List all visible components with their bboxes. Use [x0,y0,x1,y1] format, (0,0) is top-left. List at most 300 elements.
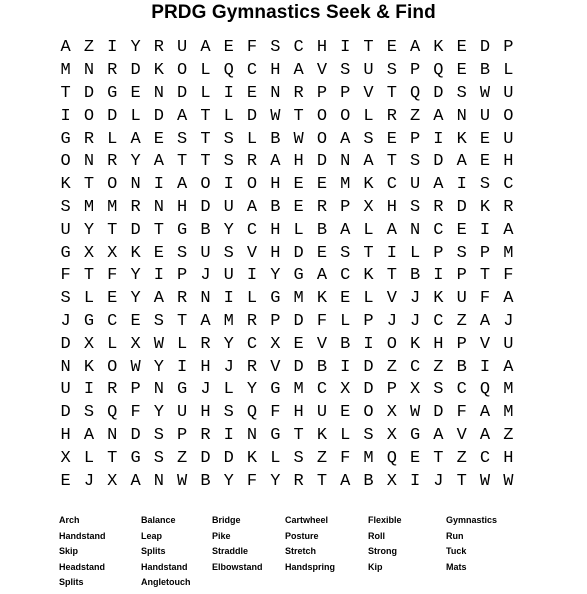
grid-letter: W [177,471,188,491]
grid-letter: I [363,334,374,354]
grid-letter: R [386,106,397,126]
grid-letter: S [270,38,281,58]
grid-letter: N [153,83,164,103]
grid-letter: D [130,425,141,445]
grid-letter: R [107,61,118,81]
grid-letter: M [83,197,95,217]
grid-letter: T [363,243,374,263]
grid-letter: F [316,311,328,331]
grid-letter: R [107,152,118,172]
grid-letter: C [246,220,258,240]
grid-letter: G [107,83,118,103]
grid-letter: W [153,334,164,354]
grid-letter: R [503,197,514,217]
grid-letter: X [386,471,397,491]
grid-letter: U [60,220,71,240]
grid-letter: O [83,106,95,126]
grid-letter: Z [316,448,328,468]
grid-letter: Y [246,380,258,400]
grid-letter: O [107,175,118,195]
grid-letter: A [386,220,397,240]
grid-letter: X [83,334,95,354]
grid-letter: S [456,83,467,103]
grid-letter: B [363,471,374,491]
grid-letter: R [246,311,258,331]
grid-letter: S [153,448,164,468]
grid-letter: I [479,357,491,377]
word-list-item: Gymnastics [446,515,498,525]
grid-letter: T [107,448,118,468]
grid-letter: P [456,266,467,286]
grid-letter: H [270,243,281,263]
grid-letter: R [177,289,188,309]
grid-letter: I [153,175,164,195]
grid-letter: G [83,311,95,331]
grid-letter: I [223,83,234,103]
grid-letter: S [340,243,351,263]
grid-letter: W [130,357,141,377]
grid-letter: F [107,266,118,286]
grid-letter: F [246,38,258,58]
grid-letter: E [316,175,328,195]
grid-letter: B [200,220,211,240]
grid-letter: E [107,289,118,309]
grid-letter: T [386,83,397,103]
grid-letter: N [153,197,164,217]
grid-letter: D [60,334,71,354]
grid-letter: S [223,403,234,423]
word-list-item: Flexible [368,515,402,525]
grid-letter: D [223,448,234,468]
grid-letter: J [386,311,397,331]
word-list-item: Arch [59,515,80,525]
grid-letter: M [293,380,304,400]
grid-letter: A [340,220,351,240]
grid-letter: L [363,220,374,240]
word-list-item: Skip [59,546,79,556]
page-title: PRDG Gymnastics Seek & Find [151,2,436,23]
grid-letter: I [60,106,71,126]
grid-letter: Q [479,380,491,400]
grid-letter: C [107,311,118,331]
word-list-item: Straddle [212,546,249,556]
grid-letter: K [456,129,467,149]
grid-letter: L [200,83,211,103]
grid-letter: K [153,61,164,81]
grid-letter: R [107,380,118,400]
grid-letter: A [153,152,164,172]
grid-letter: H [177,197,188,217]
grid-letter: P [479,243,491,263]
grid-letter: A [479,425,491,445]
grid-letter: R [153,38,164,58]
grid-letter: A [340,471,351,491]
grid-letter: H [200,403,211,423]
grid-letter: L [223,380,234,400]
grid-letter: Y [83,220,95,240]
grid-letter: M [340,175,351,195]
grid-letter: D [433,403,444,423]
grid-letter: S [386,61,397,81]
grid-letter: G [177,380,188,400]
grid-letter: D [433,83,444,103]
grid-letter: A [200,38,211,58]
grid-letter: D [60,403,71,423]
grid-letter: S [223,243,234,263]
grid-letter: I [456,175,467,195]
grid-letter: I [246,266,258,286]
grid-letter: P [177,266,188,286]
grid-row [54,333,530,356]
grid-letter: T [200,106,211,126]
grid-letter: U [410,175,421,195]
grid-letter: S [153,311,164,331]
grid-row [54,197,530,220]
grid-letter: A [200,311,211,331]
grid-letter: D [363,380,374,400]
grid-letter: L [246,129,258,149]
word-list-item: Kip [368,561,383,572]
grid-letter: L [130,106,141,126]
grid-letter: T [456,471,467,491]
grid-letter: J [410,311,421,331]
grid-row [54,402,530,425]
grid-letter: P [410,129,421,149]
grid-letter: L [363,106,374,126]
grid-letter: Q [386,448,397,468]
grid-letter: I [223,289,234,309]
grid-letter: E [316,243,328,263]
grid-letter: E [60,471,71,491]
grid-row [54,105,530,128]
grid-letter: N [246,425,258,445]
grid-letter: L [340,311,351,331]
grid-letter: D [130,61,141,81]
grid-letter: Q [223,61,234,81]
grid-letter: P [503,38,514,58]
grid-letter: W [410,403,421,423]
grid-letter: N [410,220,421,240]
grid-letter: Q [107,403,118,423]
grid-letter: P [410,61,421,81]
grid-letter: P [340,83,351,103]
grid-letter: X [340,380,351,400]
word-list-item: Strong [368,546,397,556]
grid-letter: U [456,289,467,309]
grid-letter: O [340,106,351,126]
grid-letter: M [503,403,514,423]
grid-row [54,174,530,197]
grid-letter: E [386,129,397,149]
grid-letter: F [503,266,514,286]
grid-letter: P [433,243,444,263]
grid-row [54,37,530,60]
grid-letter: B [479,61,491,81]
grid-letter: B [410,266,421,286]
grid-letter: A [177,106,188,126]
grid-letter: L [107,129,118,149]
grid-letter: D [363,357,374,377]
grid-letter: J [410,289,421,309]
grid-letter: E [479,152,491,172]
grid-letter: L [83,448,95,468]
grid-letter: X [107,243,118,263]
grid-letter: Q [410,83,421,103]
grid-letter: V [456,425,467,445]
word-list-item: Angletouch [141,577,191,587]
grid-letter: J [223,357,234,377]
grid-letter: S [177,243,188,263]
grid-letter: Z [433,357,444,377]
grid-letter: T [177,152,188,172]
grid-row [54,356,530,379]
grid-letter: D [479,38,491,58]
grid-letter: J [60,311,71,331]
grid-letter: E [456,38,467,58]
grid-row [54,128,530,151]
grid-letter: S [153,425,164,445]
grid-letter: G [293,266,304,286]
grid-letter: Y [130,38,141,58]
grid-letter: H [503,152,514,172]
grid-row [54,219,530,242]
grid-letter: C [410,357,421,377]
grid-letter: E [410,448,421,468]
grid-letter: U [177,38,188,58]
word-list-item: Leap [141,530,163,541]
grid-letter: O [316,129,328,149]
grid-letter: R [433,197,444,217]
grid-letter: M [293,289,304,309]
grid-letter: F [270,403,281,423]
grid-letter: F [246,471,258,491]
grid-row [54,151,530,174]
grid-letter: Z [456,311,467,331]
grid-letter: B [316,357,328,377]
grid-letter: V [363,83,374,103]
grid-letter: X [410,380,421,400]
grid-letter: A [340,129,351,149]
grid-letter: T [107,220,118,240]
grid-letter: G [130,448,141,468]
grid-letter: R [83,129,95,149]
grid-letter: D [293,311,304,331]
grid-letter: E [293,197,304,217]
grid-letter: X [83,243,95,263]
grid-letter: D [107,106,118,126]
grid-letter: U [363,61,374,81]
word-list-item: Run [446,530,464,541]
grid-letter: H [270,61,281,81]
grid-letter: P [456,334,467,354]
grid-letter: W [479,83,491,103]
word-list-item: Balance [141,515,176,525]
grid-letter: B [200,471,211,491]
grid-letter: K [433,38,444,58]
grid-letter: O [386,334,397,354]
grid-letter: Z [456,448,467,468]
word-list-item: Handstand [141,561,188,572]
grid-letter: N [107,425,118,445]
grid-letter: K [479,197,491,217]
grid-letter: Y [270,266,281,286]
grid-letter: U [200,243,211,263]
grid-letter: G [177,220,188,240]
grid-letter: Y [223,220,234,240]
grid-letter: C [433,220,444,240]
grid-letter: S [410,152,421,172]
word-list-item: Elbowstand [212,561,263,572]
grid-letter: Y [223,471,234,491]
grid-letter: U [223,197,234,217]
grid-letter: N [340,152,351,172]
grid-letter: M [503,380,514,400]
grid-row [54,470,530,493]
grid-letter: X [60,448,71,468]
grid-letter: C [316,380,328,400]
grid-letter: A [270,152,281,172]
grid-letter: J [200,380,211,400]
grid-letter: F [130,403,141,423]
grid-letter: B [316,220,328,240]
grid-letter: T [433,448,444,468]
grid-letter: A [316,266,328,286]
grid-letter: O [246,175,258,195]
grid-letter: N [130,175,141,195]
grid-letter: A [479,311,491,331]
grid-letter: E [130,311,141,331]
grid-letter: F [456,403,467,423]
grid-letter: R [316,197,328,217]
grid-letter: V [316,334,328,354]
word-list-item: Tuck [446,546,467,556]
grid-letter: I [177,357,188,377]
grid-letter: L [503,61,514,81]
grid-letter: E [386,38,397,58]
grid-letter: E [223,38,234,58]
grid-letter: U [503,334,514,354]
grid-letter: S [60,197,71,217]
grid-letter: E [246,83,258,103]
grid-letter: N [270,83,281,103]
grid-row [54,242,530,265]
grid-letter: J [200,266,211,286]
grid-letter: A [246,197,258,217]
grid-letter: D [177,83,188,103]
grid-letter: C [246,334,258,354]
grid-letter: O [60,152,71,172]
grid-letter: I [479,220,491,240]
grid-letter: G [270,425,281,445]
grid-letter: M [363,448,374,468]
grid-letter: E [456,220,467,240]
grid-letter: P [340,197,351,217]
grid-letter: O [200,175,211,195]
grid-letter: Y [223,334,234,354]
word-list-item: Roll [368,530,385,541]
grid-letter: C [386,175,397,195]
grid-letter: L [340,425,351,445]
grid-letter: C [340,266,351,286]
grid-letter: X [386,425,397,445]
grid-letter: T [316,471,328,491]
grid-letter: D [456,197,467,217]
grid-letter: K [363,266,374,286]
grid-letter: H [386,197,397,217]
grid-letter: X [386,403,397,423]
grid-letter: D [200,197,211,217]
grid-letter: S [433,380,444,400]
grid-letter: S [363,425,374,445]
grid-letter: B [456,357,467,377]
grid-letter: S [223,152,234,172]
grid-letter: D [130,220,141,240]
word-list-item: Handstand [59,530,106,541]
grid-letter: I [223,175,234,195]
grid-letter: U [503,129,514,149]
grid-letter: N [83,152,95,172]
grid-letter: W [270,106,281,126]
grid-letter: T [60,83,71,103]
grid-letter: C [293,38,304,58]
grid-letter: S [340,61,351,81]
grid-letter: A [433,106,444,126]
letter-grid [54,37,530,493]
grid-letter: I [107,38,118,58]
grid-letter: B [340,334,351,354]
grid-letter: X [270,334,281,354]
grid-letter: I [340,38,351,58]
word-list-item: Cartwheel [285,515,329,525]
grid-letter: A [177,175,188,195]
grid-letter: D [316,152,328,172]
grid-letter: A [293,61,304,81]
grid-letter: Y [130,152,141,172]
grid-letter: D [433,152,444,172]
grid-letter: T [200,152,211,172]
word-list-item: Headstand [59,561,106,572]
grid-letter: G [270,380,281,400]
grid-letter: L [177,334,188,354]
grid-letter: E [293,334,304,354]
grid-letter: J [433,471,444,491]
grid-letter: G [60,243,71,263]
grid-letter: U [503,83,514,103]
grid-letter: K [60,175,71,195]
grid-letter: R [293,471,304,491]
grid-letter: T [293,106,304,126]
grid-letter: Z [83,38,95,58]
grid-letter: M [503,243,514,263]
grid-letter: H [270,175,281,195]
grid-letter: O [177,61,188,81]
grid-letter: T [200,129,211,149]
grid-letter: R [246,152,258,172]
grid-row [54,379,530,402]
grid-letter: A [456,152,467,172]
grid-letter: S [479,175,491,195]
grid-letter: L [246,289,258,309]
grid-letter: F [60,266,71,286]
grid-letter: E [340,289,351,309]
grid-letter: N [200,289,211,309]
grid-letter: K [363,175,374,195]
grid-letter: T [479,266,491,286]
grid-letter: V [246,243,258,263]
grid-letter: N [83,61,95,81]
word-list-item: Mats [446,561,467,572]
grid-letter: R [200,334,211,354]
